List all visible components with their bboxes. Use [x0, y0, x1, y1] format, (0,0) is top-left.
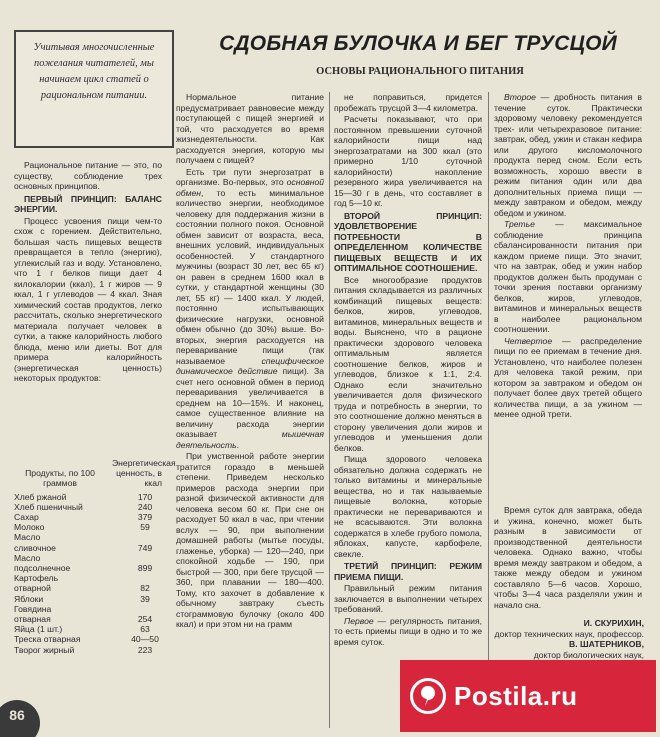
- product-name: сливочное: [14, 542, 56, 553]
- column-divider: [488, 92, 489, 728]
- paragraph: Рациональное питание — это, по существу, соблюдение трех основных принципов.: [14, 160, 162, 191]
- table-row: [14, 563, 162, 573]
- table-row: [14, 604, 162, 614]
- product-kcal: [128, 604, 162, 614]
- table-row: [14, 624, 162, 634]
- table-row: [14, 634, 162, 644]
- product-kcal: [128, 553, 162, 563]
- watermark-text: Postila.ru: [454, 680, 578, 711]
- article-headline: СДОБНАЯ БУЛОЧКА И БЕГ ТРУСЦОЙ: [219, 32, 617, 55]
- paragraph: Второе — дробность питания в течение суток. Практически здоровому человеку рекомендуется трех- или четырехразовое питание: завтрак, обед, ужин и стакан кефира или другого кисломолочного продукта перед сном. Если есть возможность, хорошо ввести в режим питания один или два дополнительных приема пищи — между завтраком и обедом, между обедом и ужином.: [494, 92, 642, 218]
- product-name: Творог жирный: [14, 644, 75, 655]
- product-kcal: 170: [137, 491, 153, 502]
- pin-icon: [410, 678, 446, 714]
- product-name: Масло: [14, 552, 41, 563]
- table-row: [14, 492, 162, 502]
- product-kcal: 39: [140, 593, 150, 604]
- table-row: [14, 512, 162, 522]
- product-name: Треска отварная: [14, 634, 81, 645]
- paragraph: не поправиться, придется пробежать трусцой 3—4 километра.: [334, 92, 482, 113]
- product-kcal: 240: [137, 501, 153, 512]
- table-row: [14, 645, 162, 655]
- section-heading-3: ТРЕТИЙ ПРИНЦИП: РЕЖИМ ПРИЕМА ПИЩИ.: [334, 561, 482, 582]
- product-kcal: [128, 532, 162, 542]
- table-row: [14, 543, 162, 553]
- intro-text: Учитывая многочисленные пожелания читателей, мы начинаем цикл статей о рациональном питании.: [33, 42, 155, 101]
- product-kcal: 63: [140, 624, 150, 635]
- product-name: Хлеб ржаной: [14, 491, 67, 502]
- section-heading-1: ПЕРВЫЙ ПРИНЦИП: БАЛАНС ЭНЕРГИИ.: [14, 193, 162, 214]
- product-name: Яблоки: [14, 593, 44, 604]
- paragraph: Нормальное питание предусматривает равновесие между поступающей с пищей энергией и той, что расходуется во время жизнедеятельности. Как расходуется энергия, которую мы получаем с пищей?: [176, 92, 324, 165]
- product-name: Молоко: [14, 522, 45, 533]
- product-name: отварной: [14, 583, 51, 594]
- column-4: [494, 92, 642, 512]
- product-kcal: 59: [140, 522, 150, 533]
- paragraph: Третье — максимальное соблюдение принципа сбалансированности питания при каждом приеме пищи. Это значит, что на завтрак, обед и ужин набор продуктов должен быть продуман с точки зрения поставки организму белков, жиров, углеводов, витаминов и минеральных веществ в наиболее рациональном соотношении.: [494, 219, 642, 334]
- product-name: Яйца (1 шт.): [14, 624, 63, 635]
- intro-box: [14, 30, 174, 148]
- author-1-name: И. СКУРИХИН,: [583, 618, 644, 628]
- product-kcal: 749: [137, 542, 153, 553]
- paragraph: Правильный режим питания заключается в выполнении четырех требований.: [334, 583, 482, 614]
- product-name: Хлеб пшеничный: [14, 501, 83, 512]
- table-row: [14, 553, 162, 563]
- product-kcal: 254: [137, 614, 153, 625]
- product-name: Картофель: [14, 573, 59, 584]
- table-row: [14, 532, 162, 542]
- product-name: отварная: [14, 614, 51, 625]
- table-row: [14, 522, 162, 532]
- issue-badge: 86: [0, 700, 40, 737]
- table-header: [14, 458, 176, 489]
- paragraph: При умственной работе энергии тратится гораздо в меньшей степени. Приведем несколько примеров расхода энергии при разной физической активности для человека весом 60 кг. При сне он расходует 50 ккал в час, при чтении вслух — 90, при выполнении домашней работы (мытье посуды, глаженье, уборка) — 120—240, при спокойной ходьбе — 190, при быстрой — 300, при беге трусцой — 360, при плавании — 180—400. Тому, кто захочет в добавление к обычному завтраку съесть стограммовую булочку (около 400 ккал) и при этом ни на грамм: [176, 451, 324, 629]
- product-kcal: 899: [137, 563, 153, 574]
- product-name: подсолнечное: [14, 563, 71, 574]
- paragraph: Расчеты показывают, что при постоянном превышении суточной калорийности пищи над энергозатратами на 300 ккал (это примерно 1/10 суточной калорийности) накопление резервного жира увеличивается на 15—30 г в день, что составляет в год 5—10 кг.: [334, 114, 482, 208]
- table-row: [14, 594, 162, 604]
- column-4-continued: [494, 505, 642, 615]
- paragraph: Есть три пути энергозатрат в организме. Во-первых, это основной обмен, то есть минимальное количество энергии, необходимое человеку для поддержания жизни в состоянии полного покоя. Основной обмен зависит от возраста, веса, внешних условий, индивидуальных особенностей. У стандартного мужчины (возраст 30 лет, вес 65 кг) он равен в среднем 1600 ккал в сутки, у стандартной женщины (30 лет, 55 кг) — 1400 ккал. У людей, постоянно испытывающих физические нагрузки, основной обмен обычно (до 30%) выше. Во-вторых, энергия расходуется на переваривание пищи (так называемое специфическое динамическое действие пищи). За счет него основной обмен в период переваривания увеличивается в среднем на 10—15%. И наконец, самое существенное влияние на величину расхода энергии оказывает мышечная деятельность.: [176, 166, 324, 450]
- product-kcal: 82: [140, 583, 150, 594]
- column-1: [14, 160, 162, 456]
- paragraph: Процесс усвоения пищи чем-то схож с горением. Действительно, большая часть пищевых веществ превращается в тепло (энергию), углекислый газ и воду. Установлено, что 1 г белков пищи дает 4 килокалории (ккал), 1 г жиров — 9 ккал, 1 г углеводов — 4 ккал. Зная химический состав продуктов, легко рассчитать, сколько энергетического материала получает человек в сутки, а также калорийность любого блюда, меню или диеты. Вот для примера калорийность (энергетическая ценность) некоторых продуктов:: [14, 215, 162, 383]
- author-2-title: доктор биологических наук,: [533, 649, 644, 660]
- article-subheading: ОСНОВЫ РАЦИОНАЛЬНОГО ПИТАНИЯ: [316, 66, 524, 77]
- section-heading-2: ВТОРОЙ ПРИНЦИП: УДОВЛЕТВОРЕНИЕ ПОТРЕБНОСТИ В ОПРЕДЕЛЕННОМ КОЛИЧЕСТВЕ ПИЩЕВЫХ ВЕЩЕСТВ И ИХ ОПТИМАЛЬНОЕ СООТНОШЕНИЕ.: [334, 210, 482, 273]
- product-name: Масло: [14, 532, 41, 543]
- column-divider: [329, 92, 330, 728]
- table-header-value: Энергетическая ценность, в ккал: [112, 458, 176, 489]
- product-kcal: 379: [137, 512, 153, 523]
- product-kcal: 40—50: [131, 634, 159, 645]
- table-header-product: Продукты, по 100 граммов: [25, 468, 95, 489]
- author-1-title: доктор технических наук, профессор.: [494, 628, 644, 639]
- calorie-table: [14, 458, 176, 655]
- table-row: [14, 583, 162, 593]
- product-name: Говядина: [14, 603, 52, 614]
- paragraph: Четвертое — распределение пищи по ее приемам в течение дня. Установлено, что наиболее полезен для человека такой режим, при котором за завтраком и обедом он получает более двух третей общего количества пищи, а за ужином — менее одной трети.: [494, 335, 642, 419]
- watermark-banner: [400, 660, 656, 732]
- paragraph: Все многообразие продуктов питания складывается из различных комбинаций пищевых веществ: белков, жиров, углеводов, витаминов, минеральных веществ и воды. Выяснено, что в рационе практически здорового человека оптимальным является соотношение белков, жиров и углеводов, близкое к 1:1, 2:4. Однако если значительно увеличивается доля физического труда и потребность в энергии, то это соотношение должно меняться в сторону увеличения доли жиров и углеводов и уменьшения доли белков.: [334, 274, 482, 453]
- paragraph: Пища здорового человека обязательно должна содержать не только витамины и минеральные вещества, но и так называемые пищевые волокна, которые практически не перевариваются и не всасываются. Эти волокна содержатся в хлебе грубого помола, яблоках, капусте, карбофеле, свекле.: [334, 454, 482, 559]
- column-2: [176, 92, 324, 728]
- table-row: [14, 502, 162, 512]
- author-2-name: В. ШАТЕРНИКОВ,: [568, 639, 644, 649]
- paragraph: Первое — регулярность питания, то есть приемы пищи в одно и то же время суток.: [334, 615, 482, 647]
- table-row: [14, 614, 162, 624]
- paragraph: Время суток для завтрака, обеда и ужина, конечно, может быть разным в зависимости от производственной деятельности человека. Однако важно, чтобы время между завтраком и обедом, а также между обедом и ужином составляло 5—6 часов. Хорошо, чтобы 3—4 часа разделяли ужин и начало сна.: [494, 505, 642, 610]
- table-row: [14, 573, 162, 583]
- product-kcal: 223: [137, 644, 153, 655]
- column-3: [334, 92, 482, 728]
- product-name: Сахар: [14, 512, 39, 523]
- product-kcal: [128, 573, 162, 583]
